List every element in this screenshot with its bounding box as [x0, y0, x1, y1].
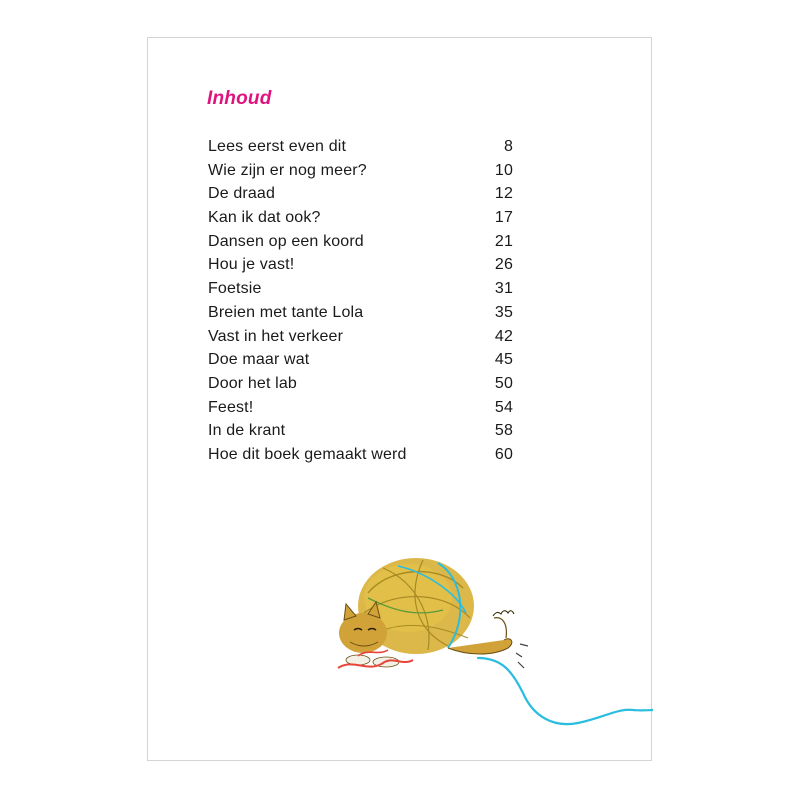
toc-entry — [208, 253, 513, 277]
toc-entry-page-number: 10 — [494, 161, 513, 179]
toc-entry — [208, 301, 513, 325]
toc-entry-page-number: 31 — [494, 280, 513, 298]
toc-entry-page-number: 8 — [503, 138, 513, 155]
toc-entry-label: In de krant — [208, 422, 286, 440]
toc-entry-page-number: 17 — [494, 209, 513, 227]
toc-entry-label: Door het lab — [208, 374, 297, 392]
toc-entry-label: Wie zijn er nog meer? — [208, 161, 367, 179]
cat-with-yarn-ball-icon — [328, 538, 653, 753]
toc-entry-page-number: 26 — [494, 256, 513, 274]
toc-entry — [208, 419, 513, 443]
toc-entry — [208, 206, 513, 230]
toc-entry — [208, 348, 513, 372]
toc-entry-label: Kan ik dat ook? — [208, 209, 321, 227]
toc-entry-label: Lees eerst even dit — [208, 138, 347, 155]
toc-entry-page-number: 50 — [494, 374, 513, 392]
toc-entry — [208, 443, 513, 467]
toc-entry-label: Feest! — [208, 398, 254, 416]
toc-entry — [208, 230, 513, 254]
toc-entry-page-number: 60 — [494, 445, 513, 463]
toc-entry-page-number: 12 — [494, 185, 513, 203]
toc-entry-label: Hou je vast! — [208, 256, 295, 274]
book-page — [147, 37, 652, 761]
toc-entry — [208, 396, 513, 420]
toc-entry — [208, 277, 513, 301]
toc-entry-page-number: 35 — [494, 303, 513, 321]
toc-entry-label: Breien met tante Lola — [208, 303, 364, 321]
toc-entry — [208, 325, 513, 349]
toc-entry — [208, 159, 513, 183]
toc-entry-label: De draad — [208, 185, 276, 203]
toc-entry-label: Doe maar wat — [208, 351, 310, 369]
toc-entry — [208, 135, 513, 159]
table-of-contents — [208, 135, 513, 467]
toc-entry-page-number: 21 — [494, 232, 513, 250]
toc-entry-page-number: 45 — [494, 351, 513, 369]
toc-entry-label: Dansen op een koord — [208, 232, 364, 250]
toc-entry — [208, 182, 513, 206]
page-title: Inhoud — [207, 88, 272, 109]
toc-entry — [208, 372, 513, 396]
toc-entry-label: Vast in het verkeer — [208, 327, 344, 345]
toc-entry-page-number: 42 — [494, 327, 513, 345]
toc-entry-page-number: 54 — [494, 398, 513, 416]
toc-entry-page-number: 58 — [494, 422, 513, 440]
toc-entry-label: Foetsie — [208, 280, 262, 298]
toc-entry-label: Hoe dit boek gemaakt werd — [208, 445, 407, 463]
